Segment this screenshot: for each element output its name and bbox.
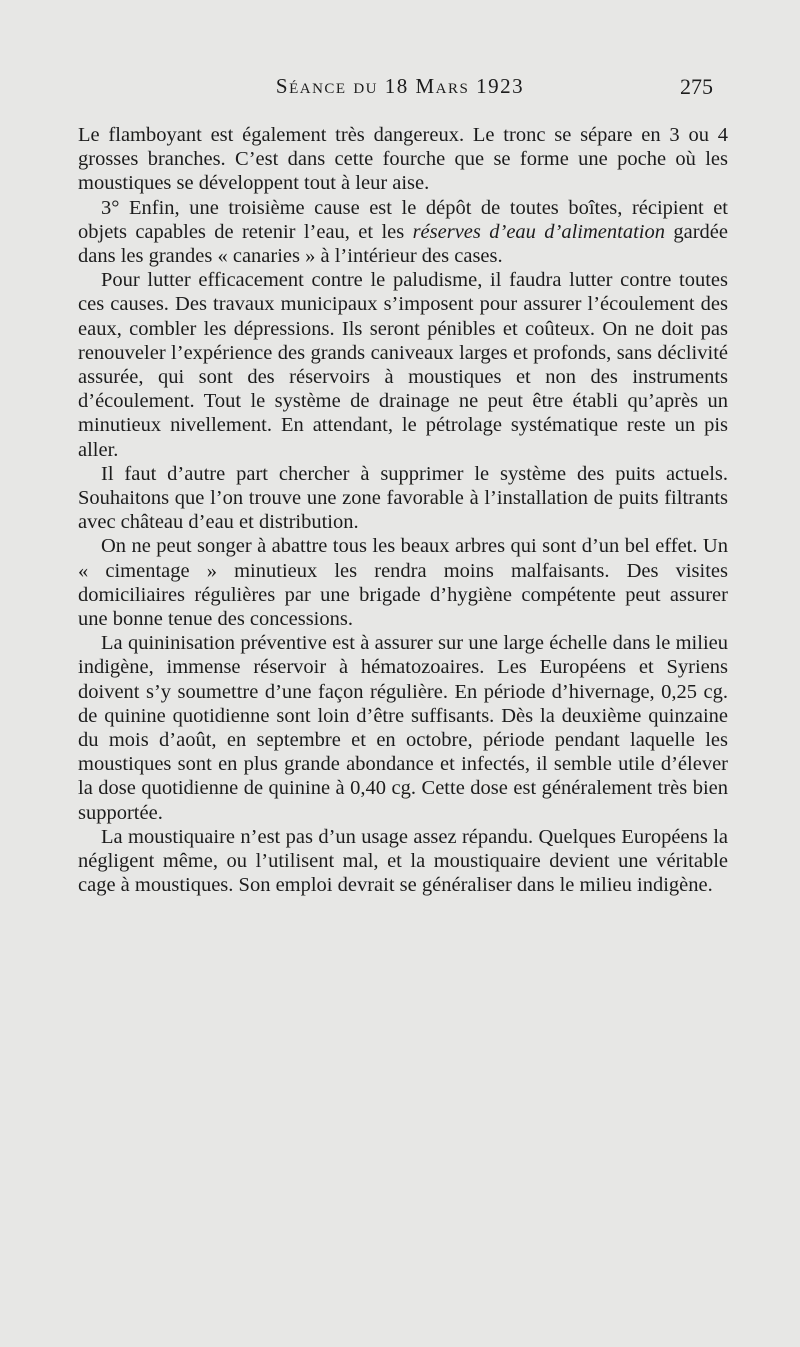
paragraph-third-cause-end: gardée dans les grandes « canaries » à l’intérieur des cases. — [78, 220, 728, 268]
running-head: Séance du 18 Mars 1923 — [275, 74, 525, 98]
paragraph-trees: On ne peut songer à abattre tous les beaux arbres qui sont d’un bel effet. Un « cimentage » minutieux les rendra moins malfaisants. Des visites domiciliaires régulières par une brigade d’hygiène compétente peut assurer une bonne tenue des concessions. — [78, 535, 728, 631]
paragraph-third-cause-start: 3° Enfin, une troisième cause est le dépôt de toutes boîtes, récipient et objets capables de retenir l’eau, et les — [78, 196, 728, 243]
paragraph-wells: Il faut d’autre part chercher à supprimer le système des puits actuels. Souhaitons que l’on trouve une zone favorable à l’installation de puits filtrants avec château d’eau et distribution. — [78, 462, 728, 534]
paragraph-flamboyant: Le flamboyant est également très dangereux. Le tronc se sépare en 3 ou 4 grosses branches. C’est dans cette fourche que se forme une poche où les moustiques se développent tout à leur aise. — [78, 124, 728, 195]
paragraph-quinine: La quininisation préventive est à assurer sur une large échelle dans le milieu indigène, immense réservoir à hématozoaires. Les Européens et Syriens doivent s’y soumettre d’une façon régulière. En période d’hivernage, 0,25 cg. de quinine quotidienne sont loin d’être suffisants. Dès la deuxième quinzaine du mois d’août, en septembre et en octobre, période pendant laquelle les moustiques sont en plus grande abondance et infectés, il semble utile d’élever la dose quotidienne de quinine à 0,40 cg. Cette dose est généralement très bien supportée. — [78, 632, 728, 824]
page-number: 275 — [680, 74, 713, 99]
text-body — [78, 123, 728, 898]
paragraph-third-cause — [78, 196, 728, 269]
paragraph-third-cause-italic: réserves d’eau d’alimentation — [412, 220, 665, 243]
page-header — [0, 74, 800, 104]
paragraph-works: Pour lutter efficacement contre le paludisme, il faudra lutter contre toutes ces causes. Des travaux municipaux s’imposent pour assurer l’écoulement des eaux, combler les dépressions. Ils seront pénibles et coûteux. On ne doit pas renouveler l’expérience des grands caniveaux larges et profonds, sans déclivité assurée, qui sont des réservoirs à moustiques et non des instruments d’écoulement. Tout le système de drainage ne peut être établi qu’après un minutieux nivellement. En attendant, le pétrolage systématique reste un pis aller. — [78, 269, 728, 461]
paragraph-mosquito-net: La moustiquaire n’est pas d’un usage assez répandu. Quelques Européens la négligent même, ou l’utilisent mal, et la moustiquaire devient une véritable cage à moustiques. Son emploi devrait se généraliser dans le milieu indigène. — [78, 825, 728, 897]
